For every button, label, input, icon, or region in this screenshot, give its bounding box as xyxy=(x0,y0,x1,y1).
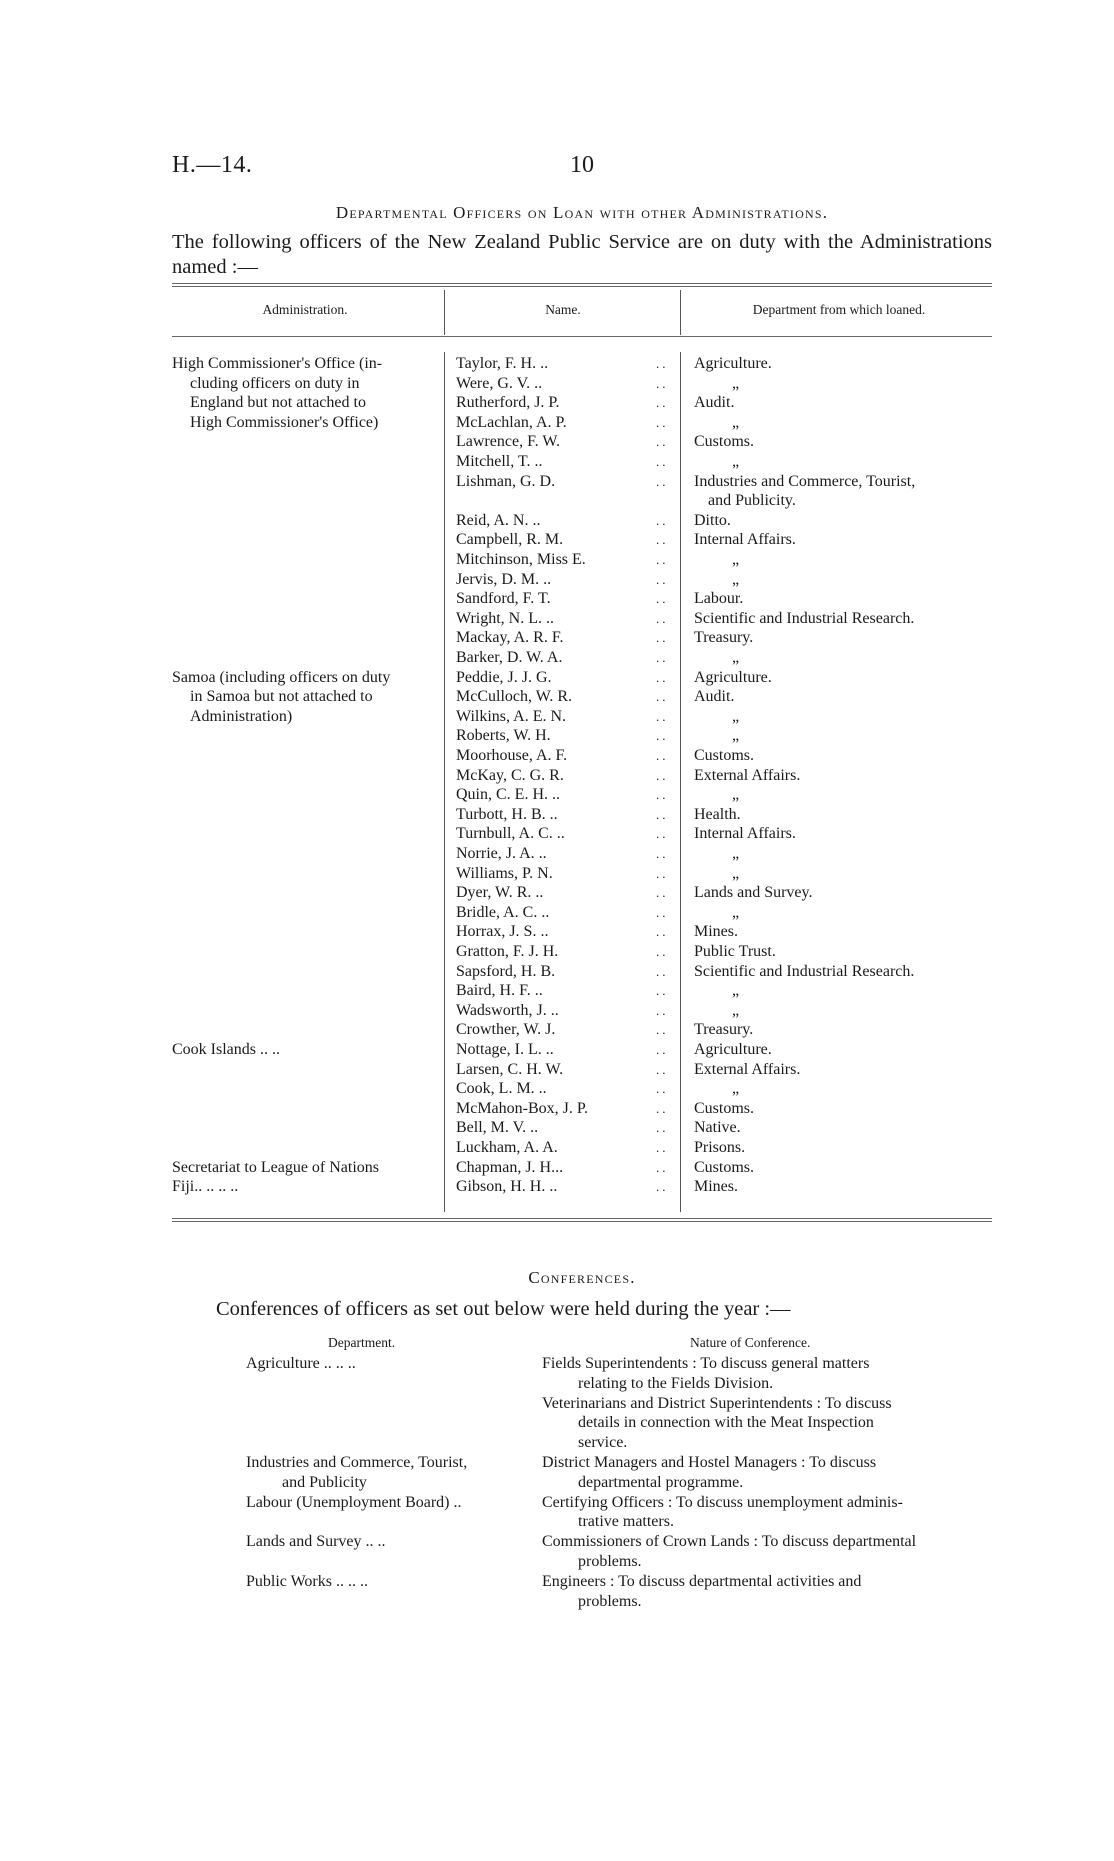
department-cell: „ xyxy=(732,453,740,470)
department-cell: „ xyxy=(732,727,740,745)
table-row xyxy=(172,1138,1002,1158)
conference-nature-cell: details in connection with the Meat Inspection xyxy=(578,1414,874,1432)
department-cell: Mines. xyxy=(694,1178,738,1196)
column-header-name: Name. xyxy=(545,302,581,317)
conference-nature-cell: Fields Superintendents : To discuss general matters xyxy=(542,1355,870,1372)
table-row xyxy=(172,1060,1002,1080)
table-bottom-rule xyxy=(172,1218,992,1219)
leader-dots: .. xyxy=(656,806,669,822)
leader-dots: .. xyxy=(656,983,669,999)
table-row xyxy=(172,589,1002,609)
loan-section-intro: The following officers of the New Zealand Public Service are on duty with the Administrations named :— xyxy=(172,231,992,278)
conference-nature-cell: District Managers and Hostel Managers : To discuss xyxy=(542,1454,877,1471)
leader-dots: .. xyxy=(656,650,669,665)
name-cell: Norrie, J. A. .. xyxy=(456,845,547,862)
leader-dots: .. xyxy=(656,473,669,489)
table-top-rule-inner xyxy=(172,286,992,287)
name-cell: Roberts, W. H. xyxy=(456,727,551,745)
leader-dots: .. xyxy=(656,1100,669,1116)
leader-dots: .. xyxy=(656,571,669,587)
leader-dots: .. xyxy=(656,610,669,626)
department-cell: „ xyxy=(732,413,740,431)
table-row xyxy=(172,570,1002,590)
leader-dots: .. xyxy=(656,1140,669,1155)
conference-nature-cell: Veterinarians and District Superintendents : To discuss xyxy=(542,1394,892,1412)
table-row xyxy=(172,962,1002,982)
name-cell: Mackay, A. R. F. xyxy=(456,629,564,647)
table-row xyxy=(172,844,1002,864)
department-cell: Internal Affairs. xyxy=(694,825,796,843)
conference-nature-cell: service. xyxy=(578,1434,628,1452)
department-cell: „ xyxy=(732,1001,740,1019)
name-cell: McLachlan, A. P. xyxy=(456,413,567,431)
leader-dots: .. xyxy=(656,1002,669,1018)
name-cell: Cook, L. M. .. xyxy=(456,1080,547,1098)
department-cell: Industries and Commerce, Tourist, xyxy=(694,472,916,490)
name-cell: Wright, N. L. .. xyxy=(456,609,555,627)
name-cell: Barker, D. W. A. xyxy=(456,649,563,666)
table-row xyxy=(172,864,1002,884)
table-row xyxy=(172,766,1002,786)
leader-dots: .. xyxy=(656,767,669,783)
name-cell: Jervis, D. M. .. xyxy=(456,570,552,588)
table-row xyxy=(172,1040,1002,1060)
conference-department-cell: Lands and Survey .. .. xyxy=(246,1533,386,1551)
department-cell: Agriculture. xyxy=(694,355,772,372)
table-row xyxy=(172,707,1002,727)
department-cell: „ xyxy=(732,374,740,392)
table-row xyxy=(172,668,1002,688)
leader-dots: .. xyxy=(656,414,669,430)
conference-nature-cell: Commissioners of Crown Lands : To discuss departmental xyxy=(542,1533,917,1551)
header-bottom-rule xyxy=(172,336,992,337)
leader-dots: .. xyxy=(656,1120,669,1136)
leader-dots: .. xyxy=(656,689,669,705)
conference-department-cell: Industries and Commerce, Tourist, xyxy=(246,1454,468,1471)
table-row xyxy=(172,1118,1002,1138)
department-cell: Lands and Survey. xyxy=(694,884,813,902)
table-row xyxy=(172,374,1002,394)
leader-dots: .. xyxy=(656,532,669,548)
conference-nature-cell: relating to the Fields Division. xyxy=(578,1374,774,1392)
department-cell: Customs. xyxy=(694,1158,755,1176)
table-row xyxy=(172,648,1002,668)
department-cell: Agriculture. xyxy=(694,1041,772,1058)
name-cell: Rutherford, J. P. xyxy=(456,394,560,412)
leader-dots: .. xyxy=(656,865,669,881)
name-cell: Sandford, F. T. xyxy=(456,590,551,608)
leader-dots: .. xyxy=(656,904,669,920)
department-cell: Internal Affairs. xyxy=(694,531,796,549)
leader-dots: .. xyxy=(656,395,669,411)
table-row xyxy=(172,491,1002,511)
name-cell: Baird, H. F. .. xyxy=(456,982,543,1000)
name-cell: Campbell, R. M. xyxy=(456,531,564,549)
department-cell: Native. xyxy=(694,1119,741,1137)
department-cell: „ xyxy=(732,551,740,568)
leader-dots: .. xyxy=(656,885,669,901)
conferences-header-department: Department. xyxy=(328,1335,396,1350)
table-row xyxy=(172,1099,1002,1119)
name-cell: Mitchinson, Miss E. xyxy=(456,551,586,568)
leader-dots: .. xyxy=(656,1022,669,1038)
page-number: 10 xyxy=(570,152,594,178)
header-divider-right xyxy=(680,290,681,335)
leader-dots: .. xyxy=(656,356,669,371)
conference-nature-cell: trative matters. xyxy=(578,1513,674,1531)
table-row xyxy=(172,1158,1002,1178)
name-cell: Gratton, F. J. H. xyxy=(456,943,559,960)
department-cell: Customs. xyxy=(694,433,755,451)
leader-dots: .. xyxy=(656,375,669,391)
administration-cell: Secretariat to League of Nations xyxy=(172,1158,380,1176)
table-row xyxy=(172,432,1002,452)
name-cell: Wilkins, A. E. N. xyxy=(456,707,567,725)
conference-nature-cell: departmental programme. xyxy=(578,1473,744,1491)
department-cell: External Affairs. xyxy=(694,766,801,784)
table-row xyxy=(172,883,1002,903)
leader-dots: .. xyxy=(656,728,669,744)
name-cell: Turnbull, A. C. .. xyxy=(456,825,565,843)
conference-department-cell: Public Works .. .. .. xyxy=(246,1572,368,1590)
department-cell: External Affairs. xyxy=(694,1060,801,1078)
department-cell: „ xyxy=(732,707,740,725)
table-row xyxy=(172,805,1002,825)
leader-dots: .. xyxy=(656,826,669,842)
name-cell: Horrax, J. S. .. xyxy=(456,923,549,941)
department-cell: Audit. xyxy=(694,394,735,412)
name-cell: Bell, M. V. .. xyxy=(456,1119,539,1137)
department-cell: „ xyxy=(732,864,740,882)
conferences-intro: Conferences of officers as set out below were held during the year :— xyxy=(216,1298,791,1320)
department-cell: Agriculture. xyxy=(694,668,772,686)
table-row xyxy=(172,472,1002,492)
name-cell: Mitchell, T. .. xyxy=(456,453,543,470)
conference-nature-cell: Engineers : To discuss departmental activities and xyxy=(542,1572,862,1590)
department-cell: Mines. xyxy=(694,923,738,941)
name-cell: Sapsford, H. B. xyxy=(456,962,556,980)
name-cell: Gibson, H. H. .. xyxy=(456,1178,558,1196)
department-cell: „ xyxy=(732,649,740,666)
department-cell: „ xyxy=(732,1080,740,1098)
table-row xyxy=(172,354,1002,374)
table-row xyxy=(172,903,1002,923)
table-row xyxy=(172,687,1002,707)
department-cell: Labour. xyxy=(694,590,744,608)
conferences-title: Conferences. xyxy=(528,1268,636,1287)
table-row xyxy=(172,942,1002,962)
department-cell: Treasury. xyxy=(694,629,754,647)
administration-cell: cluding officers on duty in xyxy=(190,374,360,392)
name-cell: Quin, C. E. H. .. xyxy=(456,786,560,804)
name-cell: Lawrence, F. W. xyxy=(456,433,561,451)
table-row xyxy=(172,511,1002,531)
department-cell: and Publicity. xyxy=(708,492,796,510)
leader-dots: .. xyxy=(656,1159,669,1175)
column-header-administration: Administration. xyxy=(262,302,348,317)
leader-dots: .. xyxy=(656,1042,669,1057)
table-row xyxy=(172,1001,1002,1021)
conference-department-cell: Labour (Unemployment Board) .. xyxy=(246,1493,462,1511)
table-row xyxy=(172,393,1002,413)
table-row xyxy=(172,1079,1002,1099)
table-row xyxy=(172,413,1002,433)
table-row xyxy=(172,609,1002,629)
table-row xyxy=(172,628,1002,648)
table-top-rule xyxy=(172,283,992,284)
administration-cell: High Commissioner's Office) xyxy=(190,413,379,431)
leader-dots: .. xyxy=(656,846,669,861)
table-row xyxy=(172,452,1002,472)
administration-cell: Cook Islands .. .. xyxy=(172,1041,280,1058)
leader-dots: .. xyxy=(656,924,669,940)
name-cell: McMahon-Box, J. P. xyxy=(456,1099,589,1117)
table-row xyxy=(172,1020,1002,1040)
leader-dots: .. xyxy=(656,591,669,607)
department-cell: „ xyxy=(732,570,740,588)
table-row xyxy=(172,785,1002,805)
administration-cell: England but not attached to xyxy=(190,394,366,412)
administration-cell: Fiji.. .. .. .. xyxy=(172,1178,239,1196)
administration-cell: Administration) xyxy=(190,707,293,725)
column-header-department: Department from which loaned. xyxy=(752,302,926,317)
name-cell: Nottage, I. L. .. xyxy=(456,1041,554,1058)
name-cell: Were, G. V. .. xyxy=(456,374,543,392)
table-row xyxy=(172,746,1002,766)
leader-dots: .. xyxy=(656,1179,669,1195)
administration-cell: in Samoa but not attached to xyxy=(190,688,373,706)
conference-department-cell: and Publicity xyxy=(282,1473,367,1491)
name-cell: Moorhouse, A. F. xyxy=(456,747,568,764)
department-cell: Customs. xyxy=(694,1099,755,1117)
table-row xyxy=(172,1177,1002,1197)
table-row xyxy=(172,981,1002,1001)
leader-dots: .. xyxy=(656,748,669,763)
name-cell: Lishman, G. D. xyxy=(456,472,556,490)
name-cell: Larsen, C. H. W. xyxy=(456,1060,564,1078)
department-cell: Ditto. xyxy=(694,511,731,529)
conference-department-cell: Agriculture .. .. .. xyxy=(246,1355,356,1372)
leader-dots: .. xyxy=(656,1061,669,1077)
department-cell: Scientific and Industrial Research. xyxy=(694,962,915,980)
department-cell: „ xyxy=(732,845,740,862)
conference-nature-cell: problems. xyxy=(578,1592,642,1610)
name-cell: McKay, C. G. R. xyxy=(456,766,564,784)
header-divider-left xyxy=(444,290,445,335)
administration-cell: Samoa (including officers on duty xyxy=(172,668,391,686)
name-cell: Chapman, J. H... xyxy=(456,1158,564,1176)
name-cell: Peddie, J. J. G. xyxy=(456,668,552,686)
conferences-header-nature: Nature of Conference. xyxy=(690,1335,811,1350)
department-cell: „ xyxy=(732,982,740,1000)
department-cell: Prisons. xyxy=(694,1139,746,1156)
name-cell: Luckham, A. A. xyxy=(456,1139,558,1156)
leader-dots: .. xyxy=(656,552,669,567)
leader-dots: .. xyxy=(656,787,669,803)
department-cell: Health. xyxy=(694,805,741,823)
conference-nature-cell: Certifying Officers : To discuss unemployment adminis- xyxy=(542,1493,903,1511)
loan-section-title: Departmental Officers on Loan with other Administrations. xyxy=(335,203,829,222)
leader-dots: .. xyxy=(656,1081,669,1097)
name-cell: McCulloch, W. R. xyxy=(456,688,573,706)
name-cell: Wadsworth, J. .. xyxy=(456,1001,559,1019)
leader-dots: .. xyxy=(656,708,669,724)
table-bottom-rule-inner xyxy=(172,1221,992,1222)
table-row xyxy=(172,530,1002,550)
leader-dots: .. xyxy=(656,630,669,646)
department-cell: „ xyxy=(732,786,740,804)
table-row xyxy=(172,922,1002,942)
department-cell: „ xyxy=(732,903,740,921)
leader-dots: .. xyxy=(656,512,669,528)
name-cell: Williams, P. N. xyxy=(456,864,553,882)
department-cell: Treasury. xyxy=(694,1021,754,1039)
department-cell: Scientific and Industrial Research. xyxy=(694,609,915,627)
administration-cell: High Commissioner's Office (in- xyxy=(172,355,383,372)
name-cell: Taylor, F. H. .. xyxy=(456,355,549,372)
name-cell: Turbott, H. B. .. xyxy=(456,805,558,823)
leader-dots: .. xyxy=(656,434,669,450)
table-row xyxy=(172,824,1002,844)
department-cell: Customs. xyxy=(694,747,755,764)
page-reference: H.—14. xyxy=(172,152,253,178)
conference-nature-cell: problems. xyxy=(578,1553,642,1570)
leader-dots: .. xyxy=(656,669,669,685)
leader-dots: .. xyxy=(656,963,669,979)
leader-dots: .. xyxy=(656,944,669,959)
name-cell: Dyer, W. R. .. xyxy=(456,884,544,902)
table-row xyxy=(172,550,1002,570)
table-row xyxy=(172,726,1002,746)
name-cell: Crowther, W. J. xyxy=(456,1021,556,1039)
leader-dots: .. xyxy=(656,454,669,469)
name-cell: Reid, A. N. .. xyxy=(456,511,541,529)
department-cell: Public Trust. xyxy=(694,943,776,960)
department-cell: Audit. xyxy=(694,688,735,706)
name-cell: Bridle, A. C. .. xyxy=(456,903,550,921)
